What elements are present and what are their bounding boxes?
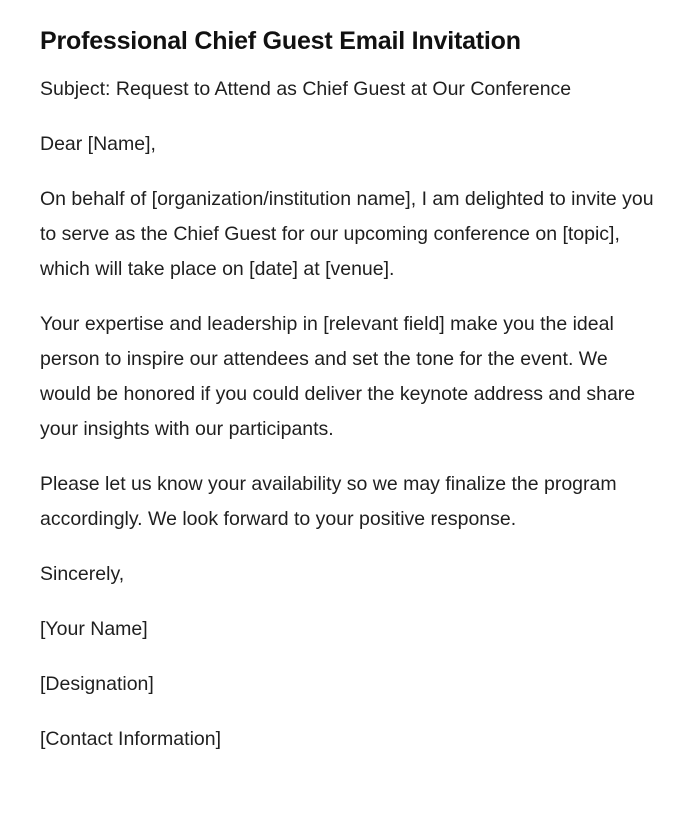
signature-contact: [Contact Information]: [40, 728, 222, 750]
email-greeting: Dear [Name],: [40, 133, 156, 155]
body-paragraph-availability: Please let us know your availability so we may finalize the program accordingly. We look forward to your positive response.: [40, 473, 617, 530]
email-closing: Sincerely,: [40, 563, 125, 585]
body-paragraph-expertise: Your expertise and leadership in [relevant field] make you the ideal person to inspire our attendees and set the tone for the event. We would be honored if you could deliver the keynote address and share your insights with our participants.: [40, 313, 636, 440]
email-subject: Subject: Request to Attend as Chief Guest at Our Conference: [40, 78, 572, 100]
body-paragraph-invitation: On behalf of [organization/institution name], I am delighted to invite you to serve as the Chief Guest for our upcoming conference on [topic], which will take place on [date] at [venue].: [40, 188, 654, 280]
document-title: Professional Chief Guest Email Invitation: [40, 27, 521, 55]
signature-name: [Your Name]: [40, 618, 148, 640]
signature-designation: [Designation]: [40, 673, 154, 695]
